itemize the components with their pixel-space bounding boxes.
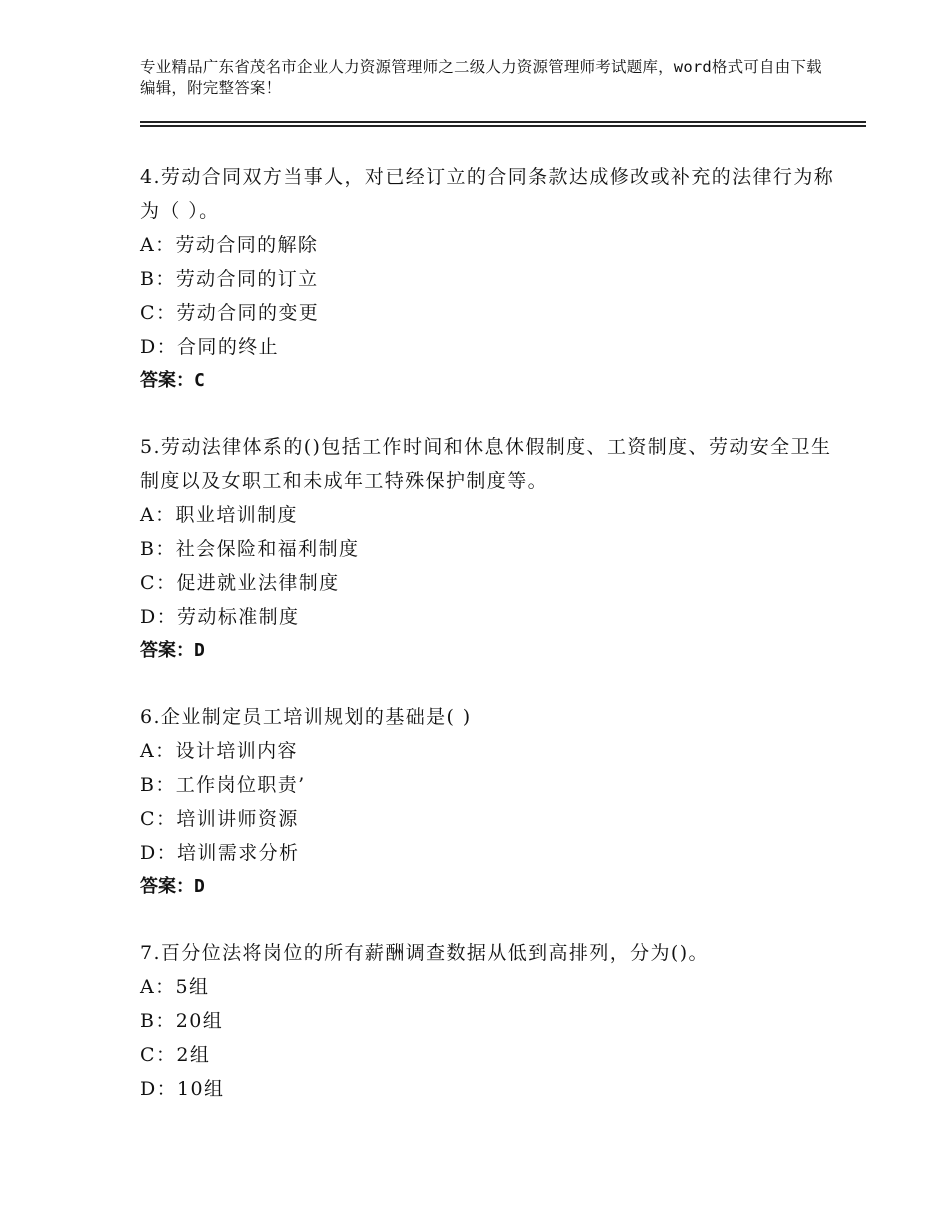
option-c: C：劳动合同的变更 (140, 302, 320, 324)
question-list (140, 160, 840, 1138)
question-stem: 4.劳动合同双方当事人，对已经订立的合同条款达成修改或补充的法律行为称为（ ）。 (140, 166, 835, 222)
header-divider-bottom (140, 125, 866, 127)
answer-key: 答案：C (140, 370, 205, 391)
question-5 (140, 430, 840, 668)
option-a: A：职业培训制度 (140, 504, 298, 526)
option-d: D：培训需求分析 (140, 842, 300, 864)
option-a: A：设计培训内容 (140, 740, 298, 762)
option-b: B：社会保险和福利制度 (140, 538, 360, 560)
question-stem: 6.企业制定员工培训规划的基础是( ) (140, 706, 472, 728)
option-b: B：劳动合同的订立 (140, 268, 319, 290)
question-6 (140, 700, 840, 904)
option-d: D：10组 (140, 1078, 225, 1100)
option-a: A：劳动合同的解除 (140, 234, 319, 256)
question-4 (140, 160, 840, 398)
question-7 (140, 936, 840, 1106)
option-b: B：20组 (140, 1010, 224, 1032)
option-c: C：2组 (140, 1044, 211, 1066)
question-stem: 5.劳动法律体系的()包括工作时间和休息休假制度、工资制度、劳动安全卫生制度以及女职工和未成年工特殊保护制度等。 (140, 436, 832, 492)
header-divider-top (140, 121, 866, 123)
document-header: 专业精品广东省茂名市企业人力资源管理师之二级人力资源管理师考试题库，word格式可自由下载编辑，附完整答案！ (140, 58, 822, 97)
answer-key: 答案：D (140, 640, 205, 661)
answer-key: 答案：D (140, 876, 205, 897)
option-c: C：促进就业法律制度 (140, 572, 340, 594)
question-stem: 7.百分位法将岗位的所有薪酬调查数据从低到高排列，分为()。 (140, 942, 709, 964)
option-b: B：工作岗位职责’ (140, 774, 306, 796)
option-d: D：合同的终止 (140, 336, 280, 358)
option-c: C：培训讲师资源 (140, 808, 299, 830)
option-d: D：劳动标准制度 (140, 606, 300, 628)
option-a: A：5组 (140, 976, 210, 998)
